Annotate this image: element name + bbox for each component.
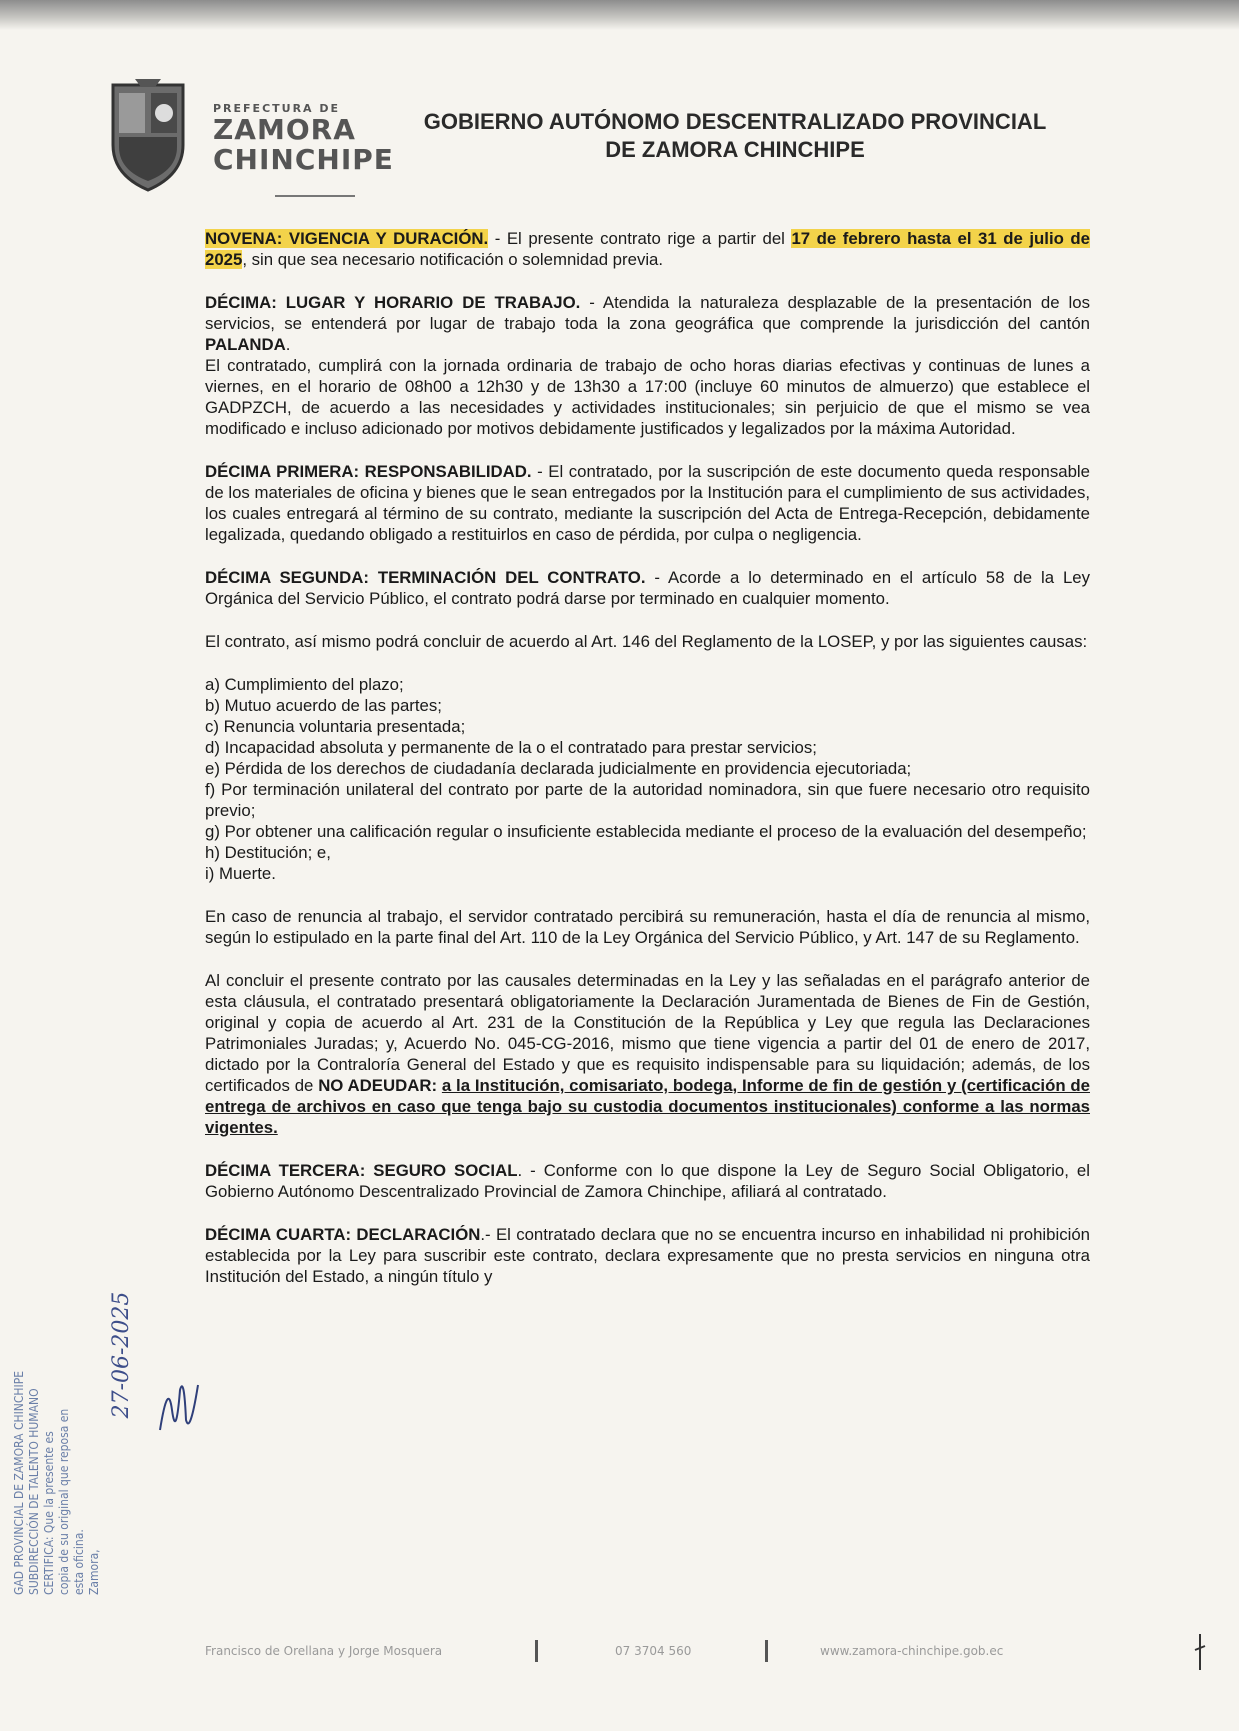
list-item: h) Destitución; e,	[205, 843, 331, 862]
clause-decima-cuarta	[205, 1224, 1090, 1287]
clause-title: DÉCIMA: LUGAR Y HORARIO DE TRABAJO.	[205, 293, 581, 312]
stamp-line: GAD PROVINCIAL DE ZAMORA CHINCHIPE	[12, 1370, 26, 1595]
handwritten-date	[108, 1255, 148, 1455]
clause-text: - Atendida la naturaleza desplazable de la presentación de los servicios, se entenderá por lugar de trabajo toda la zona geográfica que comprende la jurisdicción del cantón	[205, 293, 1091, 333]
footer-divider	[535, 1640, 538, 1662]
no-adeudar-list: a la Institución, comisariato, bodega, Informe de fin de gestión y (certificación de entrega de archivos en caso que tenga bajo su custodia documentos institucionales) conforme a las normas vigentes.	[205, 1076, 1090, 1137]
resignation-paragraph: En caso de renuncia al trabajo, el servidor contratado percibirá su remuneración, hasta el día de renuncia al mismo, según lo estipulado en la parte final del Art. 110 de la Ley Orgánica del Servicio Público, y Art. 147 de su Reglamento.	[205, 907, 1090, 947]
clause-text: .	[285, 335, 291, 354]
clause-decima	[205, 292, 1090, 355]
list-item: e) Pérdida de los derechos de ciudadanía declarada judicialmente en providencia ejecutoriada;	[205, 759, 912, 778]
list-item: b) Mutuo acuerdo de las partes;	[205, 696, 442, 715]
clause-text: - El contratado, por la suscripción de este documento queda responsable de los materiales de oficina y bienes que le sean entregados por la Institución para el cumplimiento de sus actividades, los cuales entregará al término de su contrato, mediante la suscripción del Acta de Entrega-Recepción, debidamente legalizada, quedando obligado a restituirlos en caso de pérdida, por culpa o negligencia.	[205, 462, 1090, 544]
letterhead-footer	[205, 1640, 1055, 1664]
brand-chinchipe: CHINCHIPE	[213, 143, 394, 176]
certification-stamp	[12, 1215, 122, 1605]
clause-decima-segunda	[205, 567, 1090, 609]
list-item: d) Incapacidad absoluta y permanente de la o el contratado para prestar servicios;	[205, 738, 817, 757]
stamp-line: copia de su original que reposa en	[57, 1408, 71, 1595]
stamp-line: CERTIFICA: Que la presente es	[42, 1431, 56, 1595]
org-title-line1: GOBIERNO AUTÓNOMO DESCENTRALIZADO PROVINCIAL	[423, 109, 1047, 134]
list-item: c) Renuncia voluntaria presentada;	[205, 717, 466, 736]
clause-decima-schedule: El contratado, cumplirá con la jornada ordinaria de trabajo de ocho horas diarias efectivas y continuas de lunes a viernes, en el horario de 08h00 a 12h30 y de 13h30 a 17:00 (incluye 60 minutos de almuerzo) que establece el GADPZCH, de acuerdo a las necesidades y actividades institucionales; sin perjuicio de que el mismo se vea modificado e incluso adicionado por motivos debidamente justificados y legalizados por la máxima Autoridad.	[205, 356, 1090, 438]
clause-novena	[205, 228, 1090, 270]
contract-dates: 17 de febrero hasta el 31 de julio de 2025	[205, 229, 1090, 269]
clause-title: DÉCIMA TERCERA: SEGURO SOCIAL	[205, 1161, 518, 1180]
page-mark-icon	[1190, 1632, 1210, 1672]
coat-of-arms-icon	[105, 75, 191, 195]
termination-intro: El contrato, así mismo podrá concluir de acuerdo al Art. 146 del Reglamento de la LOSEP, y por las siguientes causas:	[205, 632, 1088, 651]
footer-web: www.zamora-chinchipe.gob.ec	[820, 1644, 1004, 1658]
clause-text: Al concluir el presente contrato por las causales determinadas en la Ley y las señaladas en el parágrafo anterior de esta cláusula, el contratado presentará obligatoriamente la Declaración Juramentada de Bienes de Fin de Gestión, original y copia de acuerdo al Art. 231 de la Constitución de la República y Ley que regula las Declaraciones Patrimoniales Juradas; y, Acuerdo No. 045-CG-2016, mismo que tiene vigencia a partir del 01 de enero de 2017, dictado por la Contraloría General del Estado y que es requisito indispensable para su liquidación; además, de los certificados de	[205, 971, 1090, 1095]
clause-text: - El presente contrato rige a partir del	[488, 229, 792, 248]
declaration-paragraph	[205, 970, 1090, 1138]
clause-text: .- El contratado declara que no se encuentra incurso en inhabilidad ni prohibición establecida por la Ley para suscribir este contrato, declara expresamente que no presta servicios en ninguna otra Institución del Estado, a ningún título y	[205, 1225, 1090, 1286]
brand-prefix: PREFECTURA DE	[213, 102, 341, 115]
clause-decima-primera	[205, 461, 1090, 545]
handwritten-date-text: 27-06-2025	[109, 1291, 134, 1419]
footer-divider	[765, 1640, 768, 1662]
contract-body	[205, 228, 1090, 1287]
termination-causes	[205, 674, 1090, 884]
footer-phone: 07 3704 560	[615, 1644, 692, 1658]
list-item: i) Muerte.	[205, 864, 276, 883]
no-adeudar-label: NO ADEUDAR:	[318, 1076, 438, 1095]
prefectura-logo	[213, 102, 394, 175]
work-place: PALANDA	[205, 335, 286, 354]
clause-text: - Acorde a lo determinado en el artículo 58 de la Ley Orgánica del Servicio Público, el contrato podrá darse por terminado en cualquier momento.	[205, 568, 1090, 608]
clause-title: NOVENA: VIGENCIA Y DURACIÓN.	[205, 229, 489, 248]
organization-title	[375, 108, 1095, 164]
brand-zamora: ZAMORA	[213, 113, 356, 146]
letterhead	[105, 70, 1105, 220]
stamp-line: esta oficina.	[72, 1529, 86, 1595]
clause-text: . - Conforme con lo que dispone la Ley de Seguro Social Obligatorio, el Gobierno Autónomo Descentralizado Provincial de Zamora Chinchipe, afiliará al contratado.	[205, 1161, 1090, 1201]
list-item: a) Cumplimiento del plazo;	[205, 675, 404, 694]
signature-icon	[150, 1370, 210, 1440]
list-item: f) Por terminación unilateral del contrato por parte de la autoridad nominadora, sin que fuere necesario otro requisito previo;	[205, 780, 1090, 820]
clause-text: , sin que sea necesario notificación o solemnidad previa.	[242, 250, 664, 269]
clause-decima-tercera	[205, 1160, 1090, 1202]
footer-address: Francisco de Orellana y Jorge Mosquera	[205, 1644, 443, 1658]
org-title-line2: DE ZAMORA CHINCHIPE	[605, 137, 865, 162]
list-item: g) Por obtener una calificación regular o insuficiente establecida mediante el proceso de la evaluación del desempeño;	[205, 822, 1087, 841]
clause-title: DÉCIMA SEGUNDA: TERMINACIÓN DEL CONTRATO.	[205, 568, 646, 587]
stamp-line: SUBDIRECCIÓN DE TALENTO HUMANO	[27, 1388, 41, 1595]
clause-title: DÉCIMA PRIMERA: RESPONSABILIDAD.	[205, 462, 532, 481]
brand-underline	[275, 195, 355, 197]
stamp-line: Zamora,	[87, 1549, 101, 1595]
scan-shadow	[0, 0, 1239, 30]
clause-title: DÉCIMA CUARTA: DECLARACIÓN	[205, 1225, 481, 1244]
